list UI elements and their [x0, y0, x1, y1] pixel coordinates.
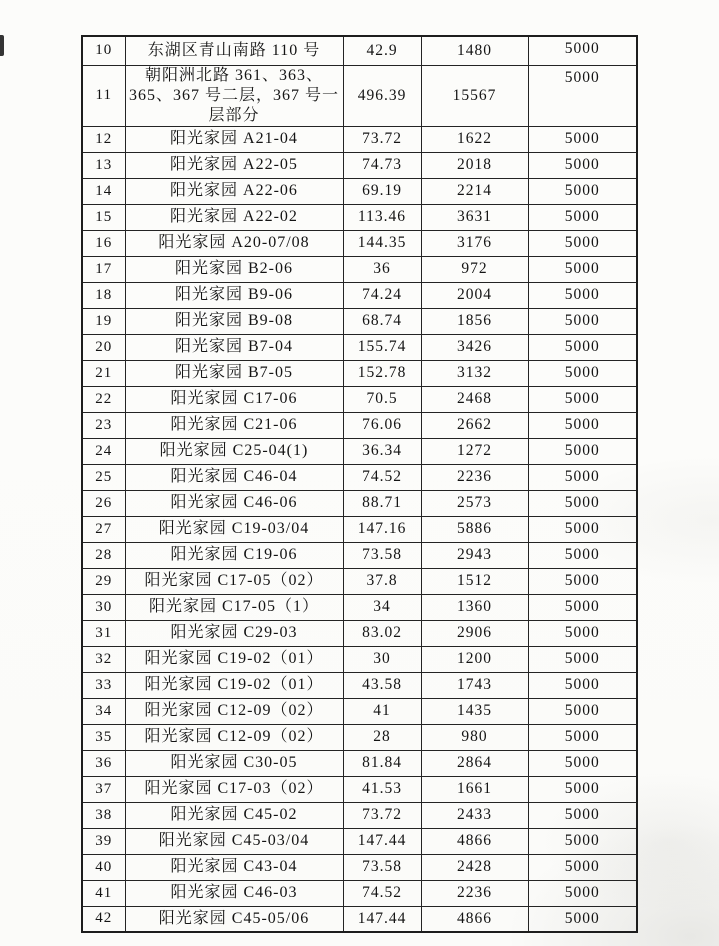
location-cell: 阳光家园 A22-05 [125, 152, 343, 178]
rate-cell: 5000 [528, 568, 637, 594]
row-number-cell: 24 [82, 438, 125, 464]
amount-cell: 2468 [421, 386, 528, 412]
location-cell: 阳光家园 C17-05（1） [125, 594, 343, 620]
location-cell: 阳光家园 B9-06 [125, 282, 343, 308]
area-cell: 83.02 [343, 620, 421, 646]
amount-cell: 3132 [421, 360, 528, 386]
table-row [82, 724, 637, 750]
area-cell: 68.74 [343, 308, 421, 334]
amount-cell: 4866 [421, 906, 528, 932]
area-cell: 74.52 [343, 464, 421, 490]
area-cell: 36.34 [343, 438, 421, 464]
table-row [82, 776, 637, 802]
rate-cell: 5000 [528, 516, 637, 542]
area-cell: 73.58 [343, 854, 421, 880]
rate-cell: 5000 [528, 126, 637, 152]
row-number-cell: 36 [82, 750, 125, 776]
location-cell: 阳光家园 C19-03/04 [125, 516, 343, 542]
table-row [82, 438, 637, 464]
table-row [82, 516, 637, 542]
amount-cell: 3631 [421, 204, 528, 230]
location-cell: 阳光家园 C12-09（02） [125, 724, 343, 750]
rate-cell: 5000 [528, 880, 637, 906]
amount-cell: 2573 [421, 490, 528, 516]
table-row [82, 594, 637, 620]
amount-cell: 1435 [421, 698, 528, 724]
table-row [82, 256, 637, 282]
location-cell: 阳光家园 A21-04 [125, 126, 343, 152]
area-cell: 147.44 [343, 828, 421, 854]
location-cell: 阳光家园 B9-08 [125, 308, 343, 334]
area-cell: 81.84 [343, 750, 421, 776]
location-cell: 阳光家园 C45-02 [125, 802, 343, 828]
row-number-cell: 19 [82, 308, 125, 334]
row-number-cell: 21 [82, 360, 125, 386]
table-row [82, 334, 637, 360]
row-number-cell: 39 [82, 828, 125, 854]
rate-cell: 5000 [528, 490, 637, 516]
rate-cell: 5000 [528, 646, 637, 672]
amount-cell: 972 [421, 256, 528, 282]
row-number-cell: 10 [82, 36, 125, 65]
location-cell: 阳光家园 A22-06 [125, 178, 343, 204]
amount-cell: 1480 [421, 36, 528, 65]
rate-cell: 5000 [528, 542, 637, 568]
table-row [82, 308, 637, 334]
table-row [82, 906, 637, 932]
location-cell: 东湖区青山南路 110 号 [125, 36, 343, 65]
location-cell: 阳光家园 C17-06 [125, 386, 343, 412]
amount-cell: 2018 [421, 152, 528, 178]
rate-cell: 5000 [528, 594, 637, 620]
table-row [82, 464, 637, 490]
location-cell: 阳光家园 C29-03 [125, 620, 343, 646]
table-row [82, 360, 637, 386]
amount-cell: 2236 [421, 880, 528, 906]
table-row [82, 646, 637, 672]
area-cell: 74.52 [343, 880, 421, 906]
location-cell: 阳光家园 C21-06 [125, 412, 343, 438]
rate-cell: 5000 [528, 256, 637, 282]
row-number-cell: 13 [82, 152, 125, 178]
location-cell: 阳光家园 C43-04 [125, 854, 343, 880]
amount-cell: 1622 [421, 126, 528, 152]
area-cell: 152.78 [343, 360, 421, 386]
area-cell: 496.39 [343, 65, 421, 126]
row-number-cell: 23 [82, 412, 125, 438]
row-number-cell: 38 [82, 802, 125, 828]
row-number-cell: 32 [82, 646, 125, 672]
row-number-cell: 15 [82, 204, 125, 230]
rate-cell: 5000 [528, 438, 637, 464]
row-number-cell: 12 [82, 126, 125, 152]
area-cell: 88.71 [343, 490, 421, 516]
table-row [82, 750, 637, 776]
location-cell: 阳光家园 B2-06 [125, 256, 343, 282]
fee-table [81, 35, 638, 933]
rate-cell: 5000 [528, 36, 637, 65]
rate-cell: 5000 [528, 360, 637, 386]
amount-cell: 2214 [421, 178, 528, 204]
table-row [82, 620, 637, 646]
amount-cell: 2662 [421, 412, 528, 438]
table-row [82, 178, 637, 204]
table-row [82, 672, 637, 698]
row-number-cell: 11 [82, 65, 125, 126]
amount-cell: 1360 [421, 594, 528, 620]
table-row [82, 204, 637, 230]
area-cell: 155.74 [343, 334, 421, 360]
area-cell: 113.46 [343, 204, 421, 230]
location-cell: 阳光家园 C19-02（01） [125, 646, 343, 672]
rate-cell: 5000 [528, 178, 637, 204]
rate-cell: 5000 [528, 828, 637, 854]
amount-cell: 4866 [421, 828, 528, 854]
rate-cell: 5000 [528, 334, 637, 360]
table-row [82, 490, 637, 516]
row-number-cell: 42 [82, 906, 125, 932]
rate-cell: 5000 [528, 308, 637, 334]
rate-cell: 5000 [528, 854, 637, 880]
row-number-cell: 29 [82, 568, 125, 594]
area-cell: 144.35 [343, 230, 421, 256]
rate-cell: 5000 [528, 412, 637, 438]
rate-cell: 5000 [528, 906, 637, 932]
table-row [82, 412, 637, 438]
rate-cell: 5000 [528, 698, 637, 724]
amount-cell: 3176 [421, 230, 528, 256]
rate-cell: 5000 [528, 282, 637, 308]
area-cell: 41 [343, 698, 421, 724]
table-row [82, 65, 637, 126]
location-cell: 阳光家园 C45-05/06 [125, 906, 343, 932]
location-cell: 阳光家园 C19-02（01） [125, 672, 343, 698]
amount-cell: 980 [421, 724, 528, 750]
row-number-cell: 35 [82, 724, 125, 750]
table-row [82, 386, 637, 412]
area-cell: 41.53 [343, 776, 421, 802]
table-row [82, 698, 637, 724]
amount-cell: 2236 [421, 464, 528, 490]
row-number-cell: 26 [82, 490, 125, 516]
area-cell: 37.8 [343, 568, 421, 594]
table-row [82, 854, 637, 880]
location-cell: 阳光家园 C17-03（02） [125, 776, 343, 802]
row-number-cell: 27 [82, 516, 125, 542]
fee-table-body [82, 36, 637, 932]
location-cell: 阳光家园 C30-05 [125, 750, 343, 776]
area-cell: 69.19 [343, 178, 421, 204]
amount-cell: 2943 [421, 542, 528, 568]
row-number-cell: 17 [82, 256, 125, 282]
row-number-cell: 37 [82, 776, 125, 802]
table-row [82, 152, 637, 178]
row-number-cell: 30 [82, 594, 125, 620]
row-number-cell: 20 [82, 334, 125, 360]
amount-cell: 1272 [421, 438, 528, 464]
area-cell: 73.72 [343, 126, 421, 152]
area-cell: 42.9 [343, 36, 421, 65]
area-cell: 43.58 [343, 672, 421, 698]
amount-cell: 3426 [421, 334, 528, 360]
location-cell: 阳光家园 A22-02 [125, 204, 343, 230]
table-row [82, 542, 637, 568]
location-cell: 阳光家园 C25-04(1) [125, 438, 343, 464]
rate-cell: 5000 [528, 802, 637, 828]
amount-cell: 15567 [421, 65, 528, 126]
table-row [82, 282, 637, 308]
rate-cell: 5000 [528, 750, 637, 776]
location-cell: 朝阳洲北路 361、363、365、367 号二层，367 号一层部分 [125, 65, 343, 126]
area-cell: 28 [343, 724, 421, 750]
rate-cell: 5000 [528, 620, 637, 646]
table-row [82, 36, 637, 65]
amount-cell: 1512 [421, 568, 528, 594]
area-cell: 147.44 [343, 906, 421, 932]
location-cell: 阳光家园 C12-09（02） [125, 698, 343, 724]
amount-cell: 1661 [421, 776, 528, 802]
rate-cell: 5000 [528, 672, 637, 698]
table-row [82, 126, 637, 152]
area-cell: 74.73 [343, 152, 421, 178]
area-cell: 30 [343, 646, 421, 672]
rate-cell: 5000 [528, 464, 637, 490]
area-cell: 147.16 [343, 516, 421, 542]
location-cell: 阳光家园 B7-04 [125, 334, 343, 360]
row-number-cell: 28 [82, 542, 125, 568]
rate-cell: 5000 [528, 386, 637, 412]
rate-cell: 5000 [528, 230, 637, 256]
amount-cell: 1856 [421, 308, 528, 334]
rate-cell: 5000 [528, 65, 637, 126]
table-row [82, 802, 637, 828]
location-cell: 阳光家园 C46-03 [125, 880, 343, 906]
location-cell: 阳光家园 C46-06 [125, 490, 343, 516]
row-number-cell: 41 [82, 880, 125, 906]
location-cell: 阳光家园 C46-04 [125, 464, 343, 490]
area-cell: 36 [343, 256, 421, 282]
amount-cell: 1200 [421, 646, 528, 672]
row-number-cell: 33 [82, 672, 125, 698]
table-row [82, 230, 637, 256]
area-cell: 73.72 [343, 802, 421, 828]
location-cell: 阳光家园 A20-07/08 [125, 230, 343, 256]
row-number-cell: 34 [82, 698, 125, 724]
rate-cell: 5000 [528, 204, 637, 230]
area-cell: 70.5 [343, 386, 421, 412]
area-cell: 34 [343, 594, 421, 620]
amount-cell: 1743 [421, 672, 528, 698]
row-number-cell: 25 [82, 464, 125, 490]
rate-cell: 5000 [528, 776, 637, 802]
amount-cell: 2864 [421, 750, 528, 776]
amount-cell: 2433 [421, 802, 528, 828]
area-cell: 76.06 [343, 412, 421, 438]
area-cell: 73.58 [343, 542, 421, 568]
area-cell: 74.24 [343, 282, 421, 308]
table-row [82, 828, 637, 854]
amount-cell: 2428 [421, 854, 528, 880]
rate-cell: 5000 [528, 152, 637, 178]
location-cell: 阳光家园 C17-05（02） [125, 568, 343, 594]
amount-cell: 5886 [421, 516, 528, 542]
location-cell: 阳光家园 C19-06 [125, 542, 343, 568]
scan-edge-artifact [0, 35, 4, 56]
table-row [82, 880, 637, 906]
amount-cell: 2906 [421, 620, 528, 646]
row-number-cell: 40 [82, 854, 125, 880]
row-number-cell: 31 [82, 620, 125, 646]
amount-cell: 2004 [421, 282, 528, 308]
table-row [82, 568, 637, 594]
rate-cell: 5000 [528, 724, 637, 750]
row-number-cell: 16 [82, 230, 125, 256]
location-cell: 阳光家园 B7-05 [125, 360, 343, 386]
row-number-cell: 14 [82, 178, 125, 204]
location-cell: 阳光家园 C45-03/04 [125, 828, 343, 854]
row-number-cell: 18 [82, 282, 125, 308]
row-number-cell: 22 [82, 386, 125, 412]
